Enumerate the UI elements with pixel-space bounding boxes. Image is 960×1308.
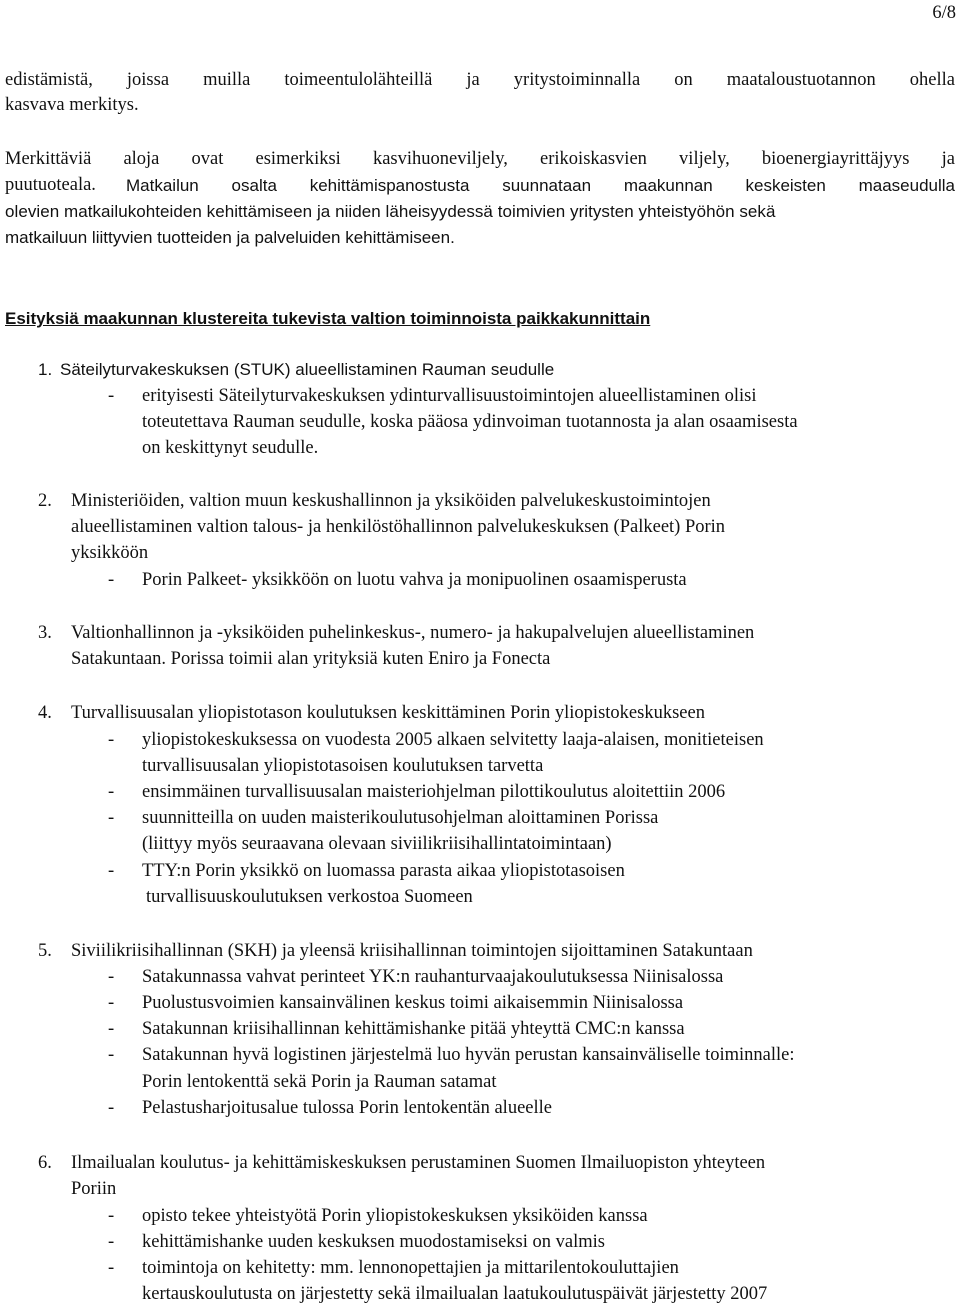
bullet-text: on keskittynyt seudulle. [142, 438, 319, 458]
bullet-marker: - [108, 993, 115, 1013]
bullet-text: TTY:n Porin yksikkö on luomassa parasta aikaa yliopistotasoisen [142, 861, 625, 881]
bullet-text: erityisesti Säteilyturvakeskuksen ydinturvallisuustoimintojen alueellistaminen olisi [142, 386, 757, 406]
bullet-text: Puolustusvoimien kansainvälinen keskus toimi aikaisemmin Niinisalossa [142, 993, 684, 1013]
bullet-marker: - [108, 1045, 115, 1065]
text-line: kasvava merkitys. [5, 95, 139, 115]
item-title: Satakuntaan. Porissa toimii alan yrityksiä kuten Eniro ja Fonecta [71, 649, 551, 669]
bullet-text: turvallisuuskoulutuksen verkostoa Suomeen [146, 887, 473, 907]
text-line: olevien matkailukohteiden kehittämiseen ja niiden läheisyydessä toimivien yritysten yhteistyöhön sekä [5, 202, 776, 221]
bullet-marker: - [108, 808, 115, 828]
bullet-text: turvallisuusalan yliopistotasoisen koulutuksen tarvetta [142, 756, 544, 776]
bullet-text: opisto tekee yhteistyötä Porin yliopistokeskuksen yksiköiden kanssa [142, 1206, 648, 1226]
page-number: 6/8 [932, 3, 956, 23]
bullet-marker: - [108, 730, 115, 750]
item-title: alueellistaminen valtion talous- ja henkilöstöhallinnon palvelukeskuksen (Palkeet) Porin [71, 517, 726, 537]
bullet-text: suunnitteilla on uuden maisterikoulutusohjelman aloittaminen Porissa [142, 808, 659, 828]
text-line: matkailuun liittyvien tuotteiden ja palveluiden kehittämiseen. [5, 228, 455, 247]
bullet-marker: - [108, 1098, 115, 1118]
item-number: 6. [38, 1153, 52, 1173]
bullet-marker: - [108, 1258, 115, 1278]
text-line: edistämistä, joissa muilla toimeentulolähteillä ja yritystoiminnalla on maataloustuotannon ohella [5, 70, 955, 90]
bullet-marker: - [108, 1232, 115, 1252]
item-number: 5. [38, 941, 52, 961]
text-line: Merkittäviä aloja ovat esimerkiksi kasvihuoneviljely, erikoiskasvien viljely, bioenergiayrittäjyys ja [5, 149, 955, 169]
item-title: Ministeriöiden, valtion muun keskushallinnon ja yksiköiden palvelukeskustoimintojen [71, 491, 711, 511]
item-number: 4. [38, 703, 52, 723]
bullet-text: Satakunnan hyvä logistinen järjestelmä luo hyvän perustan kansainväliselle toiminnalle: [142, 1045, 795, 1065]
bullet-marker: - [108, 1019, 115, 1039]
item-title: Siviilikriisihallinnan (SKH) ja yleensä kriisihallinnan toimintojen sijoittaminen Satakuntaan [71, 941, 753, 961]
item-title: Valtionhallinnon ja -yksiköiden puhelinkeskus-, numero- ja hakupalvelujen alueellistaminen [71, 623, 755, 643]
bullet-text: Pelastusharjoitusalue tulossa Porin lentokentän alueelle [142, 1098, 552, 1118]
text-line: puutuoteala. [5, 175, 96, 195]
item-title: Ilmailualan koulutus- ja kehittämiskeskuksen perustaminen Suomen Ilmailuopiston yhteyteen [71, 1153, 766, 1173]
bullet-marker: - [108, 782, 115, 802]
item-title: Säteilyturvakeskuksen (STUK) alueellistaminen Rauman seudulle [60, 360, 555, 379]
bullet-marker: - [108, 861, 115, 881]
item-title: yksikköön [71, 543, 149, 563]
item-number: 3. [38, 623, 52, 643]
bullet-text: Porin Palkeet- yksikköön on luotu vahva ja monipuolinen osaamisperusta [142, 570, 687, 590]
text-line: Matkailun osalta kehittämispanostusta suunnataan maakunnan keskeisten maaseudulla [126, 176, 955, 195]
bullet-text: kertauskoulutusta on järjestetty sekä ilmailualan laatukoulutuspäivät järjestetty 2007 [142, 1284, 768, 1304]
item-number: 2. [38, 491, 52, 511]
bullet-text: yliopistokeskuksessa on vuodesta 2005 alkaen selvitetty laaja-alaisen, monitieteisen [142, 730, 764, 750]
bullet-text: toimintoja on kehitetty: mm. lennonopettajien ja mittarilentokouluttajien [142, 1258, 679, 1278]
bullet-marker: - [108, 386, 115, 406]
section-heading: Esityksiä maakunnan klustereita tukevista valtion toiminnoista paikkakunnittain [5, 309, 651, 328]
bullet-text: toteutettava Rauman seudulle, koska pääosa ydinvoiman tuotannosta ja alan osaamisesta [142, 412, 798, 432]
item-title: Poriin [71, 1179, 117, 1199]
bullet-marker: - [108, 570, 115, 590]
bullet-text: Satakunnan kriisihallinnan kehittämishanke pitää yhteyttä CMC:n kanssa [142, 1019, 685, 1039]
bullet-text: Porin lentokenttä sekä Porin ja Rauman satamat [142, 1072, 497, 1092]
bullet-text: (liittyy myös seuraavana olevaan siviilikriisihallintatoimintaan) [142, 834, 612, 854]
bullet-marker: - [108, 967, 115, 987]
bullet-text: ensimmäinen turvallisuusalan maisteriohjelman pilottikoulutus aloitettiin 2006 [142, 782, 726, 802]
bullet-marker: - [108, 1206, 115, 1226]
bullet-text: kehittämishanke uuden keskuksen muodostamiseksi on valmis [142, 1232, 605, 1252]
item-title: Turvallisuusalan yliopistotason koulutuksen keskittäminen Porin yliopistokeskukseen [71, 703, 705, 723]
item-number: 1. [38, 360, 53, 379]
bullet-text: Satakunnassa vahvat perinteet YK:n rauhanturvaajakoulutuksessa Niinisalossa [142, 967, 724, 987]
